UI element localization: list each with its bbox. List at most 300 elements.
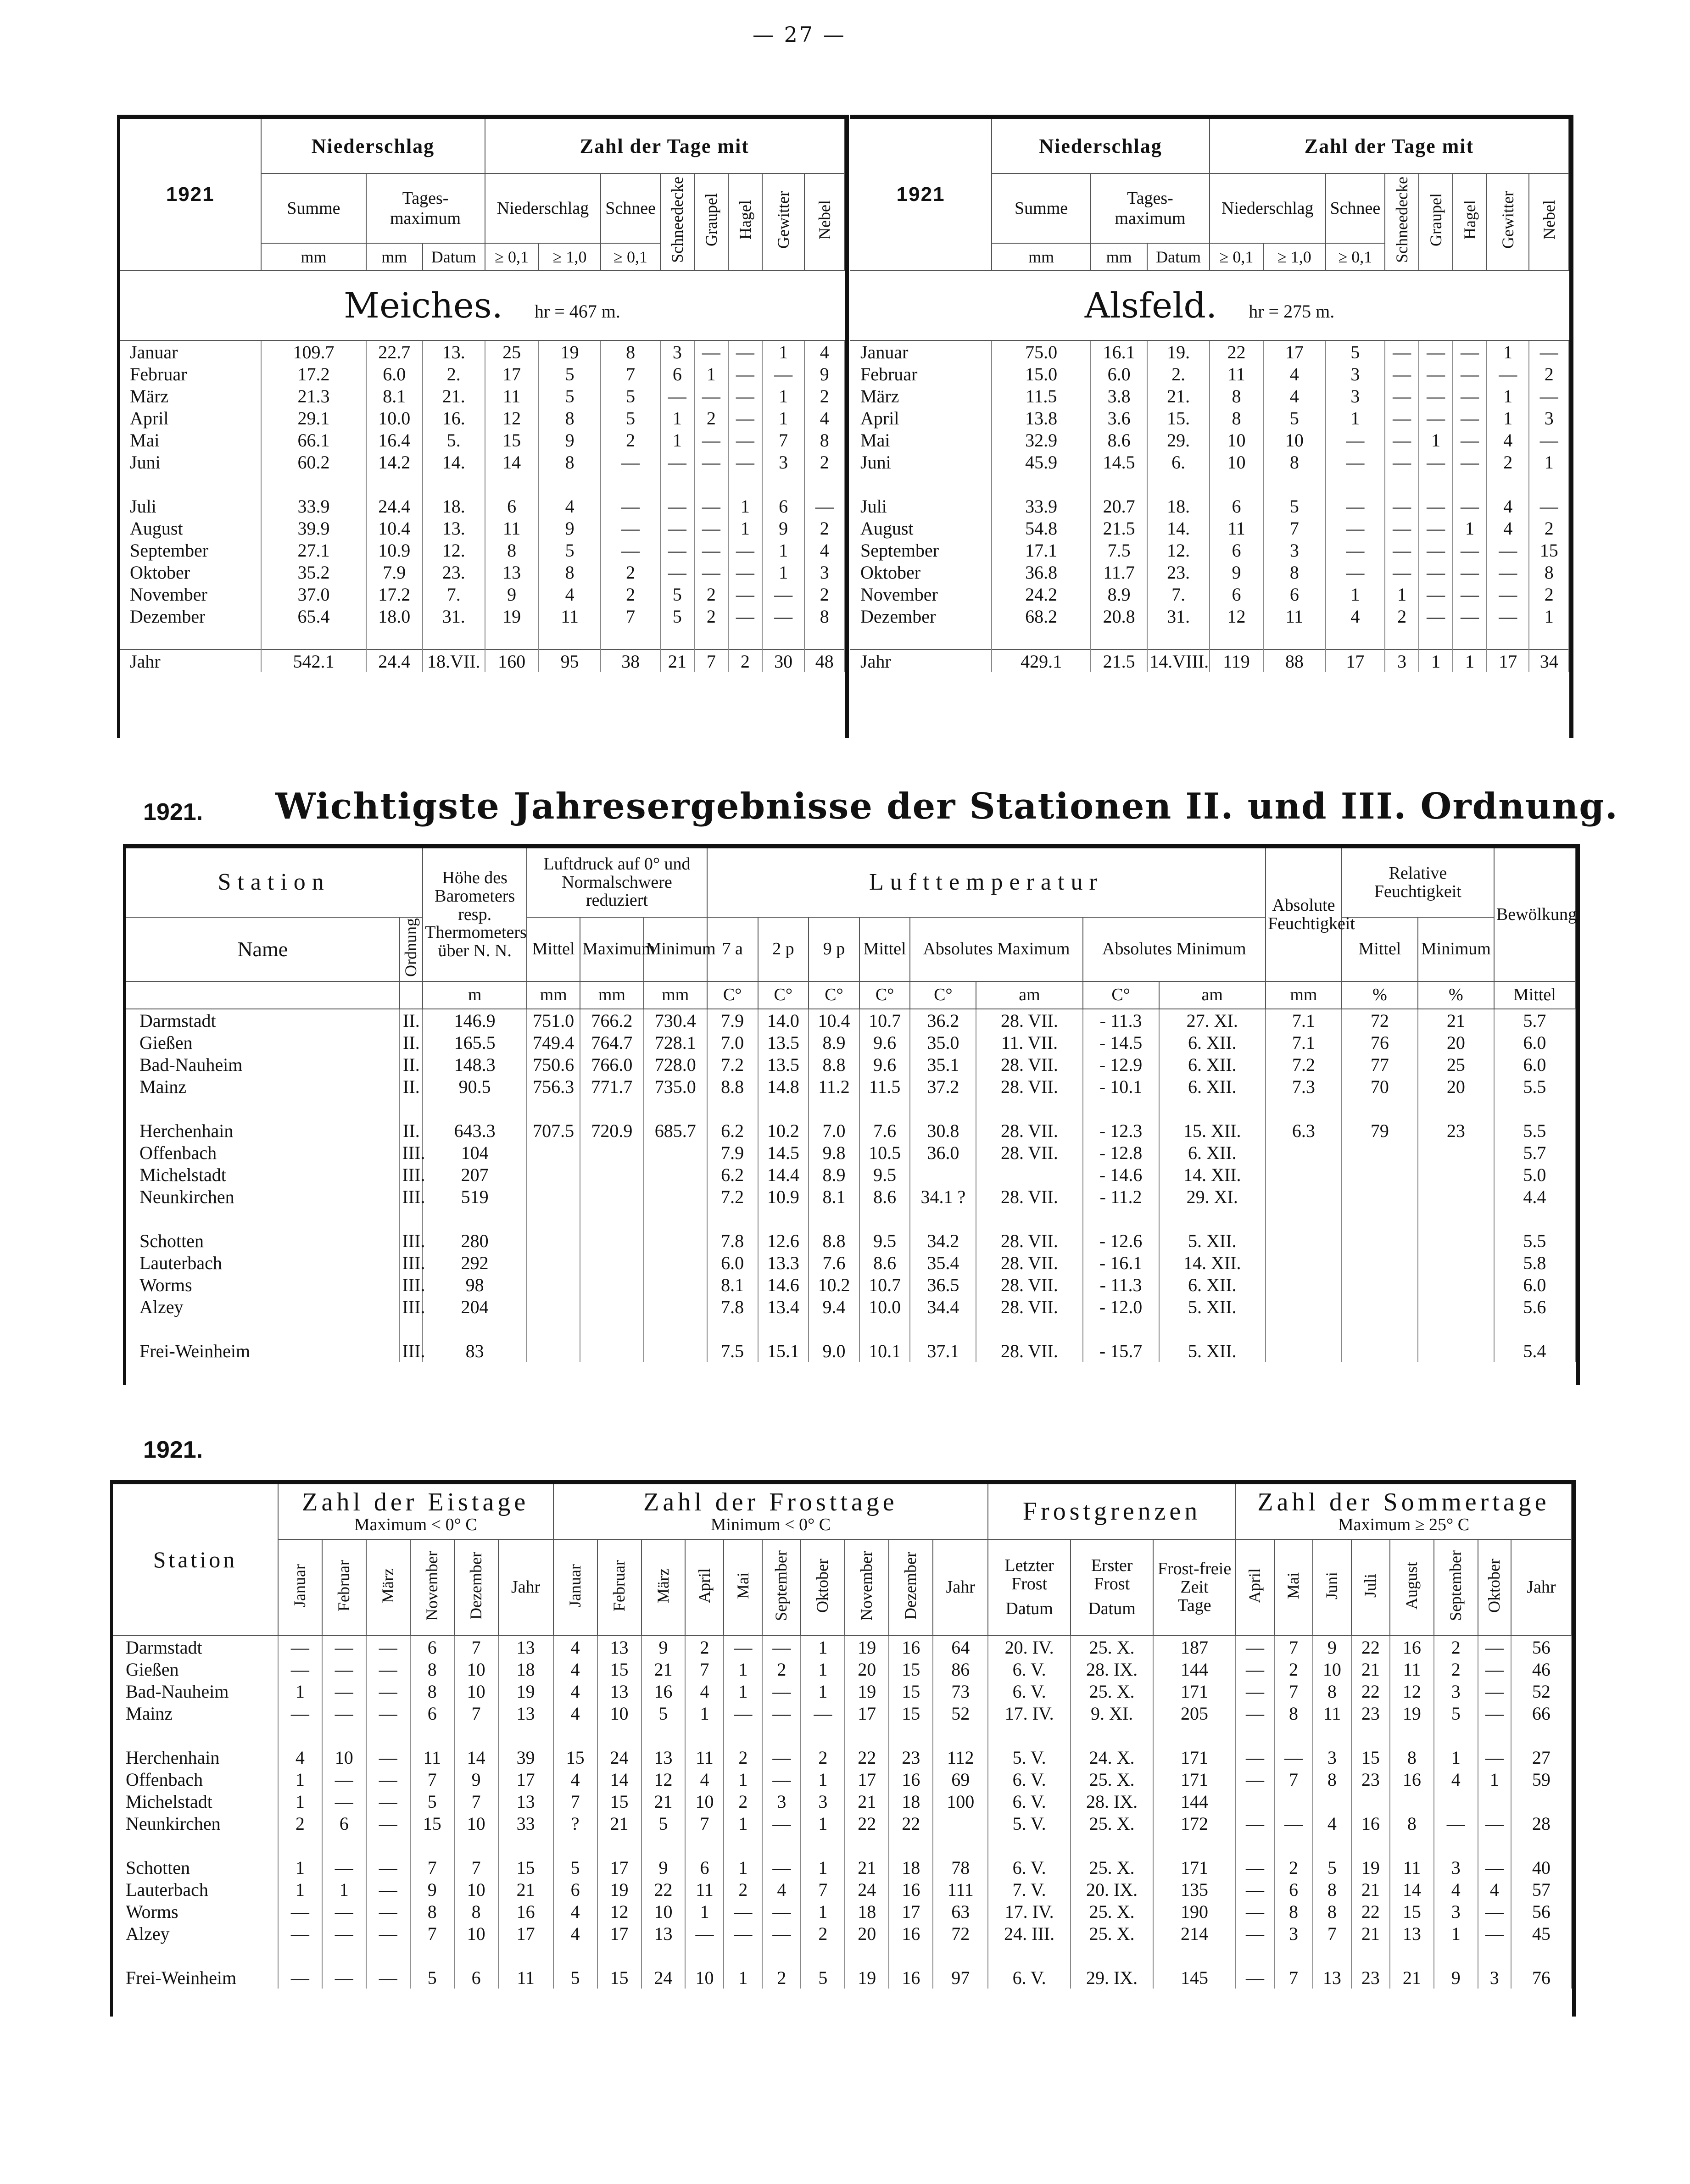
unit-tage: Tage <box>1177 1595 1211 1615</box>
cell: 12 <box>1390 1680 1434 1702</box>
cell: 11 <box>539 605 601 627</box>
cell: — <box>1478 1702 1511 1724</box>
cell: 65.4 <box>261 605 366 627</box>
gap-cell <box>724 1834 762 1856</box>
cell: 2 <box>1487 451 1529 473</box>
cell <box>580 1296 643 1318</box>
gap-cell <box>527 1208 580 1230</box>
gap-cell <box>1091 627 1147 650</box>
gap-cell <box>1153 1834 1236 1856</box>
cell: 14. <box>1147 517 1210 539</box>
gap-cell <box>889 1724 933 1746</box>
cell: 35.4 <box>910 1252 976 1274</box>
cell: 5 <box>1263 495 1326 517</box>
unit-datum: Datum <box>1005 1599 1053 1618</box>
cell: — <box>601 539 660 561</box>
cell: 13 <box>1390 1922 1434 1944</box>
cell: 28 <box>1511 1812 1572 1834</box>
cell: 21 <box>597 1812 641 1834</box>
cell: 16 <box>889 1636 933 1658</box>
cell: 17.1 <box>992 539 1091 561</box>
gap-cell <box>1529 627 1569 650</box>
cell: — <box>1236 1900 1274 1922</box>
cell: — <box>1236 1746 1274 1768</box>
cell: 28. VII. <box>976 1296 1082 1318</box>
unit-c: C° <box>910 981 976 1009</box>
gap-cell <box>728 473 762 495</box>
cell: III. <box>400 1164 423 1186</box>
gap-cell <box>580 1318 643 1340</box>
cell: 280 <box>423 1230 527 1252</box>
cell: 15 <box>597 1790 641 1812</box>
rf-mittel-header: Mittel <box>1342 917 1418 981</box>
cell: 20 <box>845 1658 889 1680</box>
cell: 23 <box>1351 1768 1390 1790</box>
cell: — <box>762 1746 801 1768</box>
total-row <box>120 650 844 672</box>
cell: 13 <box>498 1790 553 1812</box>
cell: 1 <box>278 1790 322 1812</box>
cell: — <box>1385 517 1419 539</box>
cell: — <box>366 1768 410 1790</box>
cell: — <box>1478 1746 1511 1768</box>
cell <box>1342 1274 1418 1296</box>
cell: 9 <box>454 1768 498 1790</box>
cell: 1 <box>724 1680 762 1702</box>
cell: III. <box>400 1296 423 1318</box>
cell: 21 <box>845 1856 889 1878</box>
cell: 16 <box>1390 1636 1434 1658</box>
zahl-tage-header: Zahl der Tage mit <box>485 119 844 173</box>
cell: 7.1 <box>1266 1031 1342 1053</box>
row-label: Offenbach <box>126 1142 400 1164</box>
cell: 4.4 <box>1494 1186 1575 1208</box>
cell: — <box>1419 385 1453 407</box>
row-label: Juni <box>120 451 261 473</box>
cell: 10 <box>322 1746 366 1768</box>
cell: 7. V. <box>988 1878 1071 1900</box>
gap-cell <box>454 1944 498 1967</box>
cell: 730.4 <box>644 1009 707 1031</box>
gap-cell <box>1390 1724 1434 1746</box>
cell: — <box>322 1790 366 1812</box>
gap-cell <box>553 1944 597 1967</box>
gap-cell <box>910 1318 976 1340</box>
row-gap <box>850 473 1569 495</box>
cell: III. <box>400 1340 423 1362</box>
cell: 6 <box>322 1812 366 1834</box>
cell <box>527 1340 580 1362</box>
cell: — <box>762 1812 801 1834</box>
cell <box>1390 1790 1434 1812</box>
row-label: Neunkirchen <box>126 1186 400 1208</box>
gap-cell <box>845 1724 889 1746</box>
gap-cell <box>1313 1944 1351 1967</box>
cell: — <box>278 1702 322 1724</box>
cell: — <box>1236 1878 1274 1900</box>
row-label: Herchenhain <box>113 1746 278 1768</box>
days-year: 1921. <box>143 1437 203 1463</box>
gap-cell <box>889 1834 933 1856</box>
gap-cell <box>1153 1944 1236 1967</box>
cell: 19 <box>845 1636 889 1658</box>
cell: 3 <box>1263 539 1326 561</box>
cell: — <box>1478 1658 1511 1680</box>
cell: 25 <box>1418 1053 1494 1075</box>
month-februar: Februar <box>609 1560 628 1611</box>
cell: 8 <box>1390 1746 1434 1768</box>
cell: — <box>366 1900 410 1922</box>
cell: 19 <box>485 605 539 627</box>
cell: 1 <box>801 1812 845 1834</box>
cell: 12 <box>1210 605 1263 627</box>
row-gap <box>113 1724 1572 1746</box>
cell: — <box>366 1812 410 1834</box>
cell <box>1418 1296 1494 1318</box>
cell: 1 <box>724 1967 762 1989</box>
cell: 22 <box>845 1812 889 1834</box>
cell: 7.6 <box>859 1120 910 1142</box>
table-row <box>113 1900 1572 1922</box>
cell: 31. <box>423 605 485 627</box>
cell: 25. X. <box>1071 1680 1153 1702</box>
row-label: Michelstadt <box>113 1790 278 1812</box>
cell: — <box>728 605 762 627</box>
cell <box>527 1142 580 1164</box>
cell: 8 <box>1274 1702 1313 1724</box>
cell: 13.3 <box>758 1252 809 1274</box>
month-mai: Mai <box>733 1572 752 1599</box>
cell: 20. IV. <box>988 1636 1071 1658</box>
row-label: Lauterbach <box>113 1878 278 1900</box>
cell: 11 <box>685 1878 724 1900</box>
cell: 165.5 <box>423 1031 527 1053</box>
month-maerz: März <box>653 1568 672 1603</box>
cell: 31. <box>1147 605 1210 627</box>
station-header: Station <box>113 1484 278 1636</box>
gap-cell <box>1385 473 1419 495</box>
cell: 5.6 <box>1494 1296 1575 1318</box>
cell <box>580 1252 643 1274</box>
cell: 2 <box>601 429 660 451</box>
cell <box>1266 1340 1342 1362</box>
cell: 5. XII. <box>1159 1230 1266 1252</box>
cell: — <box>728 385 762 407</box>
gap-cell <box>261 627 366 650</box>
cell: 30.8 <box>910 1120 976 1142</box>
gap-cell <box>1419 627 1453 650</box>
cell: — <box>660 385 694 407</box>
minimum-header: Minimum <box>644 917 707 981</box>
cell: 8 <box>485 539 539 561</box>
table-row <box>126 1075 1575 1098</box>
gap-cell <box>1326 627 1385 650</box>
cell: 25. X. <box>1071 1636 1153 1658</box>
gap-cell <box>1434 1834 1478 1856</box>
cell: 6 <box>1210 539 1263 561</box>
row-label: Frei-Weinheim <box>126 1340 400 1362</box>
page-number: — 27 — <box>753 22 846 47</box>
cell: 6 <box>553 1878 597 1900</box>
cell <box>1236 1790 1274 1812</box>
gap-cell <box>423 627 485 650</box>
gap-cell <box>1071 1724 1153 1746</box>
cell: 23. <box>423 561 485 583</box>
gap-cell <box>859 1318 910 1340</box>
row-gap <box>113 1944 1572 1967</box>
cell: 4 <box>1434 1768 1478 1790</box>
cell: 6.0 <box>1494 1031 1575 1053</box>
cell: 21 <box>845 1790 889 1812</box>
row-label: September <box>850 539 992 561</box>
cell: — <box>762 1636 801 1658</box>
table-row <box>113 1768 1572 1790</box>
cell: 8 <box>1313 1900 1351 1922</box>
cell: 10.7 <box>859 1009 910 1031</box>
cell: 766.2 <box>580 1009 643 1031</box>
total-cell: 95 <box>539 650 601 672</box>
total-label: Jahr <box>850 650 992 672</box>
table-row <box>113 1922 1572 1944</box>
unit-mm: mm <box>1266 981 1342 1009</box>
cell: 28. VII. <box>976 1075 1082 1098</box>
gap-cell <box>322 1944 366 1967</box>
cell: 7 <box>801 1878 845 1900</box>
cell: — <box>1385 561 1419 583</box>
row-label: Bad-Nauheim <box>126 1053 400 1075</box>
cell: — <box>728 407 762 429</box>
gap-cell <box>707 1098 758 1120</box>
gap-cell <box>1342 1208 1418 1230</box>
cell: 1 <box>801 1768 845 1790</box>
month-juli: Juli <box>1361 1573 1379 1598</box>
row-label: März <box>120 385 261 407</box>
cell: 4 <box>278 1746 322 1768</box>
cell <box>580 1274 643 1296</box>
row-label: Juli <box>120 495 261 517</box>
table-row <box>113 1790 1572 1812</box>
unit-datum: Datum <box>1147 243 1210 271</box>
total-cell: 2 <box>728 650 762 672</box>
cell: — <box>1419 561 1453 583</box>
cell: 8 <box>1263 561 1326 583</box>
cell: 18 <box>889 1790 933 1812</box>
cell: — <box>1326 539 1385 561</box>
cell: 171 <box>1153 1856 1236 1878</box>
cell: — <box>322 1967 366 1989</box>
table-row <box>850 561 1569 583</box>
unit-c: C° <box>707 981 758 1009</box>
total-cell: 21 <box>660 650 694 672</box>
gap-cell <box>454 1724 498 1746</box>
cell: 5.7 <box>1494 1142 1575 1164</box>
cell: 643.3 <box>423 1120 527 1142</box>
cell: 2 <box>724 1878 762 1900</box>
cell: 21 <box>1351 1878 1390 1900</box>
cell: 15 <box>597 1658 641 1680</box>
cell: 3 <box>1274 1922 1313 1944</box>
cell: 11.5 <box>992 385 1091 407</box>
table-row <box>113 1636 1572 1658</box>
cell: 4 <box>804 340 844 363</box>
cell: — <box>322 1768 366 1790</box>
row-label: August <box>850 517 992 539</box>
cell <box>527 1164 580 1186</box>
cell: 6 <box>1274 1878 1313 1900</box>
cell: 2 <box>724 1746 762 1768</box>
cell: 145 <box>1153 1967 1236 1989</box>
gap-cell <box>454 1834 498 1856</box>
table-row <box>113 1878 1572 1900</box>
row-label: Oktober <box>850 561 992 583</box>
total-cell: 21.5 <box>1091 650 1147 672</box>
cell: 8 <box>539 451 601 473</box>
cell: 7. <box>423 583 485 605</box>
hoehe-header: Höhe des Barometers resp. Thermometers über N. N. <box>423 848 527 981</box>
gap-cell <box>1478 1944 1511 1967</box>
cell: 8 <box>1529 561 1569 583</box>
cell: 3 <box>1478 1967 1511 1989</box>
cell: 13.5 <box>758 1053 809 1075</box>
cell: 35.1 <box>910 1053 976 1075</box>
gap-cell <box>850 473 992 495</box>
cell: 1 <box>801 1856 845 1878</box>
cell: 1 <box>801 1680 845 1702</box>
gap-cell <box>126 1318 400 1340</box>
cell: 5 <box>660 583 694 605</box>
cell: 16 <box>889 1967 933 1989</box>
row-label: Schotten <box>126 1230 400 1252</box>
gap-cell <box>1390 1834 1434 1856</box>
cell: 15.0 <box>992 363 1091 385</box>
rf-min-header: Minimum <box>1418 917 1494 981</box>
cell: 3 <box>804 561 844 583</box>
gap-cell <box>1091 473 1147 495</box>
gap-cell <box>1236 1724 1274 1746</box>
cell: 8.8 <box>809 1053 859 1075</box>
cell <box>1342 1164 1418 1186</box>
row-label: Neunkirchen <box>113 1812 278 1834</box>
cell: — <box>1453 429 1487 451</box>
row-label: Mainz <box>113 1702 278 1724</box>
unit-c: C° <box>859 981 910 1009</box>
cell <box>527 1230 580 1252</box>
cell: 6.2 <box>707 1164 758 1186</box>
cell: 19. <box>1147 340 1210 363</box>
cell: 1 <box>1434 1922 1478 1944</box>
cell: — <box>762 363 805 385</box>
gap-cell <box>1083 1098 1159 1120</box>
cell: - 12.0 <box>1083 1296 1159 1318</box>
cell: 7.2 <box>707 1186 758 1208</box>
cell: — <box>724 1702 762 1724</box>
gap-cell <box>1478 1834 1511 1856</box>
cell: 9 <box>485 583 539 605</box>
cell <box>1342 1252 1418 1274</box>
cell: 14.8 <box>758 1075 809 1098</box>
table-row <box>126 1186 1575 1208</box>
cell: 21 <box>1418 1009 1494 1031</box>
row-label: November <box>850 583 992 605</box>
results-title: Wichtigste Jahresergebnisse der Stationen II. und III. Ordnung. <box>275 786 1618 827</box>
cell: 8.1 <box>707 1274 758 1296</box>
cell: 36.5 <box>910 1274 976 1296</box>
gap-cell <box>758 1098 809 1120</box>
table-row <box>850 539 1569 561</box>
cell: — <box>1236 1967 1274 1989</box>
cell: 8 <box>1274 1900 1313 1922</box>
cell <box>1342 1230 1418 1252</box>
cell: — <box>1326 429 1385 451</box>
cell: 685.7 <box>644 1120 707 1142</box>
cell: 11. VII. <box>976 1031 1082 1053</box>
cell: — <box>601 517 660 539</box>
cell: 2 <box>801 1922 845 1944</box>
table-row <box>126 1340 1575 1362</box>
nied-sub-header: Niederschlag <box>485 173 601 243</box>
cell: 66 <box>1511 1702 1572 1724</box>
cell: 112 <box>933 1746 988 1768</box>
cell: 13.8 <box>992 407 1091 429</box>
cell: 12 <box>641 1768 686 1790</box>
gap-cell <box>120 473 261 495</box>
cell: 1 <box>1487 340 1529 363</box>
cell: — <box>1326 561 1385 583</box>
cell: 6 <box>410 1636 454 1658</box>
cell: — <box>1487 605 1529 627</box>
cell: 34.1 ? <box>910 1186 976 1208</box>
cell: 4 <box>553 1768 597 1790</box>
cell: 5 <box>660 605 694 627</box>
gap-cell <box>1153 1724 1236 1746</box>
cell: 9 <box>1434 1967 1478 1989</box>
cell: 12.6 <box>758 1230 809 1252</box>
frosttage-header: Zahl der Frosttage <box>643 1488 898 1517</box>
cell: 6.0 <box>1091 363 1147 385</box>
gap-cell <box>809 1098 859 1120</box>
cell: 1 <box>1434 1746 1478 1768</box>
unit-c: C° <box>758 981 809 1009</box>
cell: 10.5 <box>859 1142 910 1164</box>
cell: 8.9 <box>809 1031 859 1053</box>
cell: 59 <box>1511 1768 1572 1790</box>
gap-cell <box>278 1834 322 1856</box>
cell: 5. <box>423 429 485 451</box>
cell: 15 <box>1529 539 1569 561</box>
gap-cell <box>1159 1098 1266 1120</box>
eistage-sub: Maximum < 0° C <box>354 1515 477 1534</box>
gap-cell <box>988 1834 1071 1856</box>
total-cell: 48 <box>804 650 844 672</box>
cell: 13. <box>423 340 485 363</box>
graupel-header: Graupel <box>1427 193 1445 246</box>
summe-header: Summe <box>261 173 366 243</box>
cell: 17 <box>889 1900 933 1922</box>
cell: 1 <box>1487 385 1529 407</box>
cell: 8 <box>1390 1812 1434 1834</box>
frostfrei-header: Frost-freie Zeit <box>1157 1559 1232 1597</box>
schnee-header: Schnee <box>601 173 660 243</box>
cell: 771.7 <box>580 1075 643 1098</box>
cell: 28. VII. <box>976 1142 1082 1164</box>
cell: 13. <box>423 517 485 539</box>
cell: 1 <box>1453 517 1487 539</box>
cell: 2 <box>762 1967 801 1989</box>
cell: 24. X. <box>1071 1746 1153 1768</box>
cell: 2. <box>423 363 485 385</box>
gap-cell <box>724 1944 762 1967</box>
cell: 6 <box>685 1856 724 1878</box>
